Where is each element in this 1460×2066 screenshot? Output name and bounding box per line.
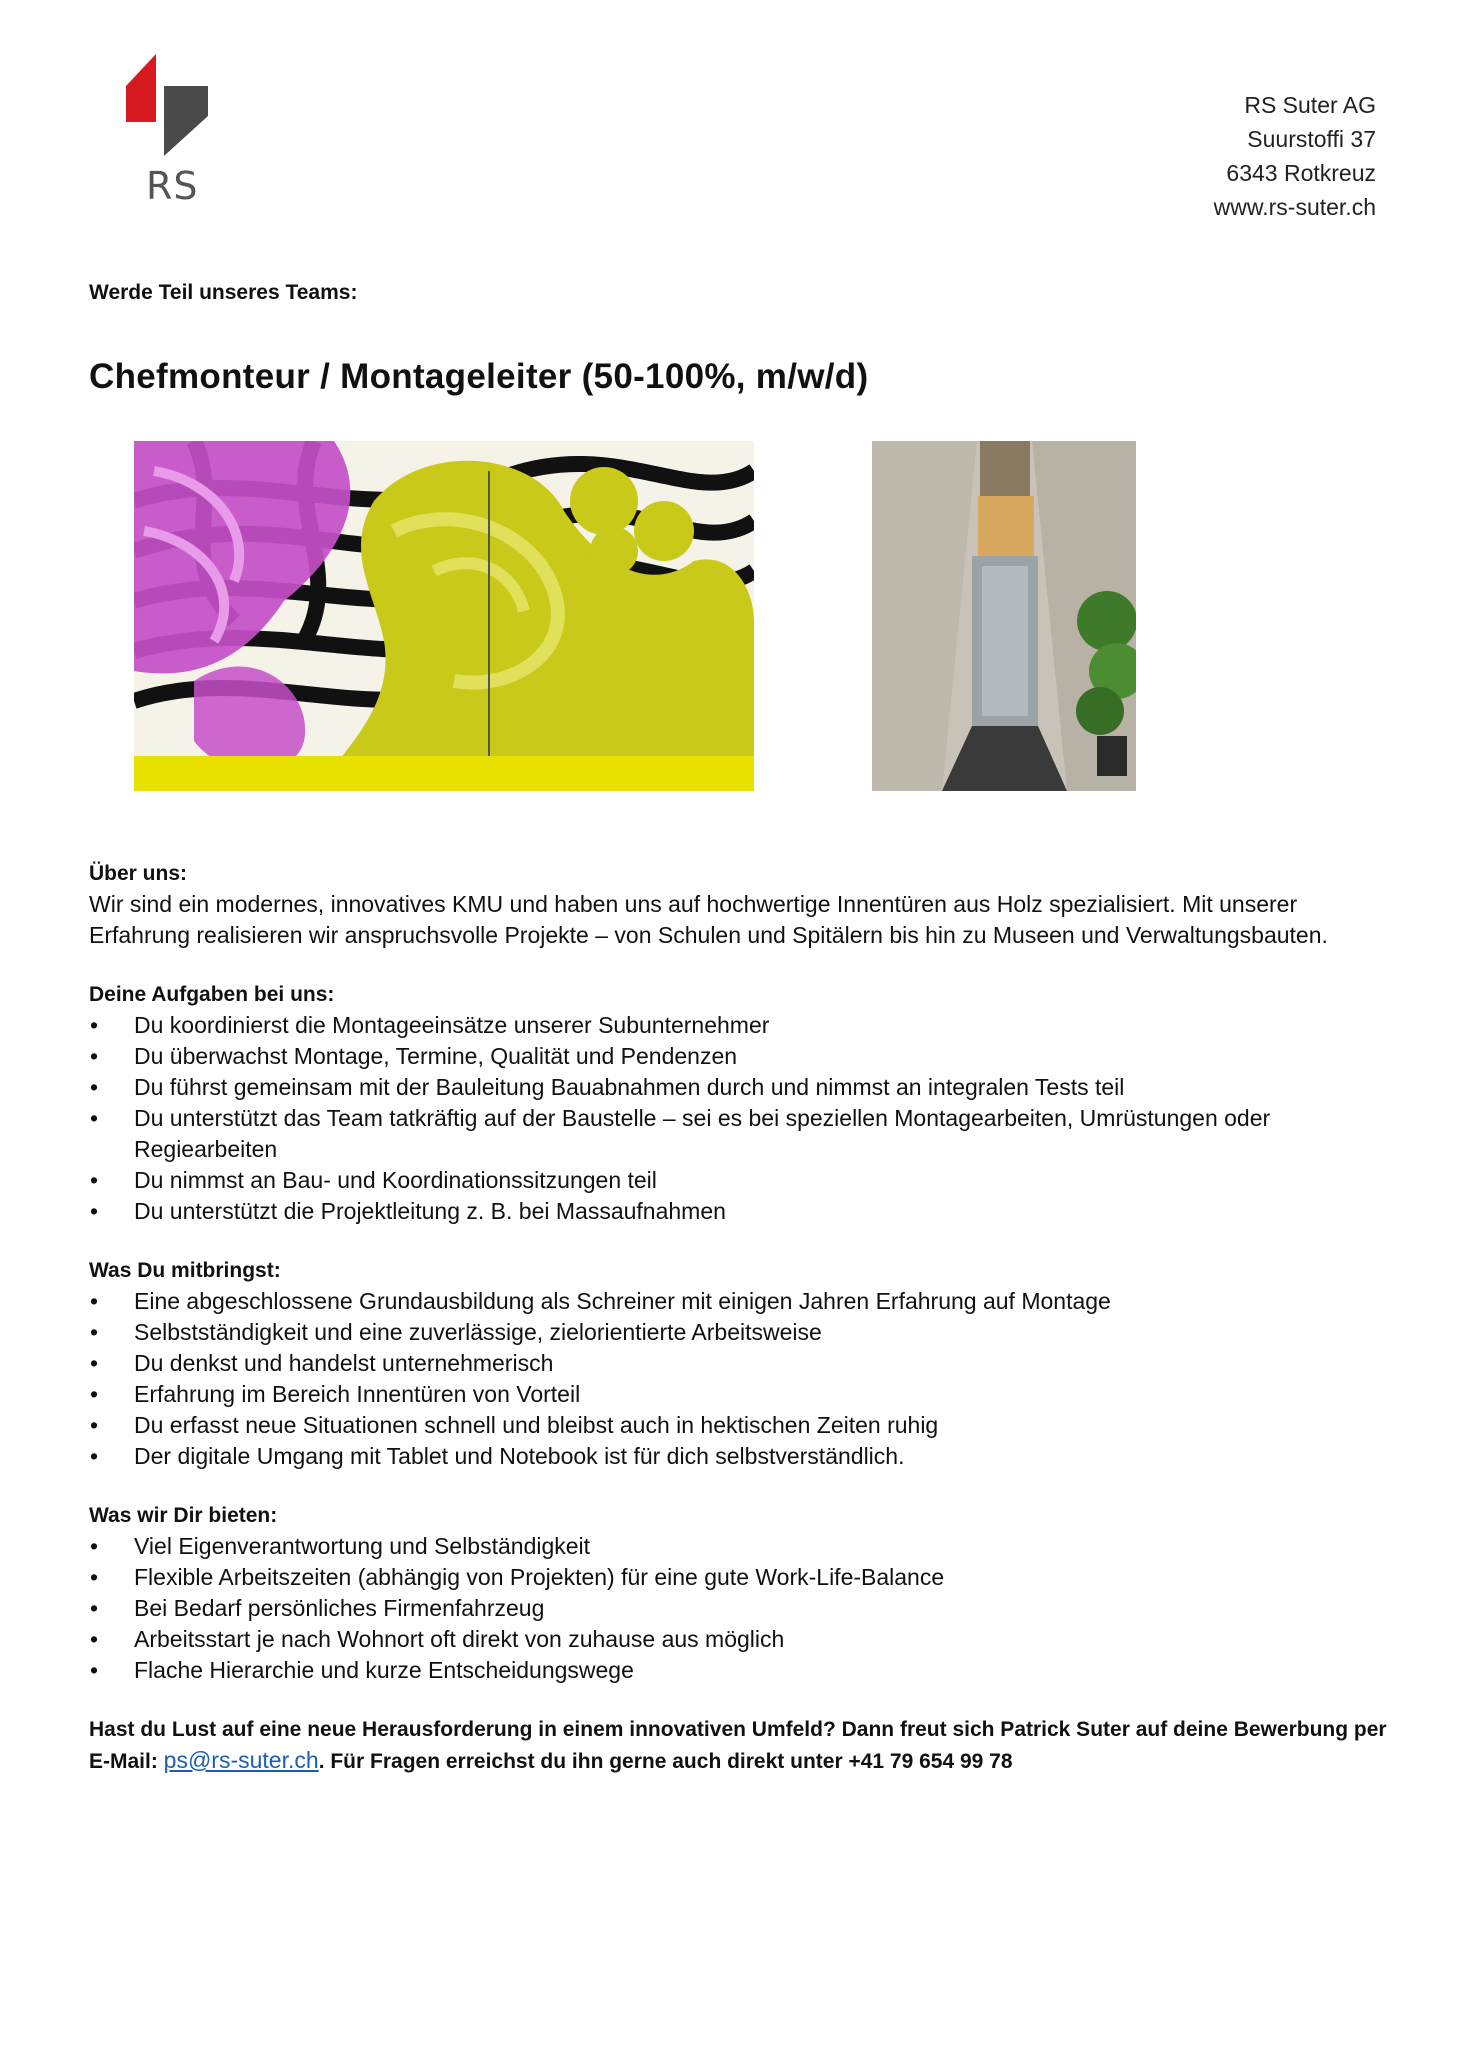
bullet-icon: • — [90, 1350, 99, 1376]
list-item-text: Selbstständigkeit und eine zuverlässige, zielorientierte Arbeitsweise — [134, 1319, 822, 1345]
bullet-icon: • — [90, 1288, 99, 1314]
closing-part2: . Für Fragen erreichst du ihn gerne auch direkt unter +41 79 654 99 78 — [318, 1750, 1013, 1773]
list-item-text: Arbeitsstart je nach Wohnort oft direkt von zuhause aus möglich — [134, 1626, 785, 1652]
address-website: www.rs-suter.ch — [1213, 194, 1376, 220]
list-item-text: Du überwachst Montage, Termine, Qualität und Pendenzen — [134, 1043, 738, 1069]
closing-text — [89, 1714, 1389, 1777]
bullet-icon: • — [90, 1412, 99, 1438]
list-item — [89, 1286, 1389, 1317]
main-content — [89, 858, 1389, 1777]
company-address — [1214, 88, 1376, 224]
bullet-icon: • — [90, 1012, 99, 1038]
corridor-door-photo — [872, 441, 1136, 791]
logo-text: RS — [146, 164, 199, 208]
bullet-icon: • — [90, 1381, 99, 1407]
offer-heading: Was wir Dir bieten: — [89, 1504, 278, 1527]
about-text: Wir sind ein modernes, innovatives KMU und haben uns auf hochwertige Innentüren aus Holz spezialisiert. Mit unserer Erfahrung realisieren wir anspruchsvolle Projekte – von Schulen und Spitälern bis hin zu Museen und Verwaltungsbauten. — [89, 891, 1328, 948]
requirements-list — [89, 1286, 1389, 1472]
tasks-section — [89, 979, 1389, 1227]
list-item-text: Du nimmst an Bau- und Koordinationssitzungen teil — [134, 1167, 657, 1193]
bullet-icon: • — [90, 1626, 99, 1652]
list-item — [89, 1441, 1389, 1472]
bullet-icon: • — [90, 1533, 99, 1559]
mural-door-photo — [134, 441, 754, 791]
list-item-text: Bei Bedarf persönliches Firmenfahrzeug — [134, 1595, 545, 1621]
list-item — [89, 1103, 1389, 1165]
list-item — [89, 1348, 1389, 1379]
bullet-icon: • — [90, 1043, 99, 1069]
offer-list — [89, 1531, 1389, 1686]
closing-part1: Hast du Lust auf eine neue Herausforderung in einem innovativen Umfeld? Dann freut sich Patrick Suter auf deine Bewerbung per E-Mail: — [89, 1718, 1387, 1773]
bullet-icon: • — [90, 1105, 99, 1131]
list-item-text: Du führst gemeinsam mit der Bauleitung Bauabnahmen durch und nimmst an integralen Tests teil — [134, 1074, 1125, 1100]
list-item — [89, 1655, 1389, 1686]
list-item-text: Erfahrung im Bereich Innentüren von Vorteil — [134, 1381, 581, 1407]
bullet-icon: • — [90, 1167, 99, 1193]
requirements-heading: Was Du mitbringst: — [89, 1259, 281, 1282]
list-item — [89, 1379, 1389, 1410]
requirements-section — [89, 1255, 1389, 1472]
list-item — [89, 1072, 1389, 1103]
list-item — [89, 1562, 1389, 1593]
address-city: 6343 Rotkreuz — [1226, 160, 1376, 186]
bullet-icon: • — [90, 1657, 99, 1683]
address-street: Suurstoffi 37 — [1247, 126, 1376, 152]
list-item — [89, 1196, 1389, 1227]
bullet-icon: • — [90, 1443, 99, 1469]
bullet-icon: • — [90, 1564, 99, 1590]
list-item — [89, 1165, 1389, 1196]
list-item-text: Du koordinierst die Montageeinsätze unserer Subunternehmer — [134, 1012, 770, 1038]
list-item-text: Eine abgeschlossene Grundausbildung als Schreiner mit einigen Jahren Erfahrung auf Montage — [134, 1288, 1111, 1314]
address-company-name: RS Suter AG — [1244, 92, 1376, 118]
about-section — [89, 858, 1389, 951]
list-item-text: Flache Hierarchie und kurze Entscheidungswege — [134, 1657, 634, 1683]
list-item-text: Du erfasst neue Situationen schnell und bleibst auch in hektischen Zeiten ruhig — [134, 1412, 939, 1438]
page-title: Chefmonteur / Montageleiter (50-100%, m/w/d) — [89, 357, 869, 396]
list-item-text: Viel Eigenverantwortung und Selbständigkeit — [134, 1533, 591, 1559]
bullet-icon: • — [90, 1074, 99, 1100]
tasks-list — [89, 1010, 1389, 1227]
logo-mark-icon — [126, 52, 216, 167]
about-heading: Über uns: — [89, 862, 188, 885]
list-item — [89, 1317, 1389, 1348]
list-item-text: Du denkst und handelst unternehmerisch — [134, 1350, 554, 1376]
list-item — [89, 1593, 1389, 1624]
tasks-heading: Deine Aufgaben bei uns: — [89, 983, 335, 1006]
company-logo — [126, 52, 216, 212]
list-item-text: Du unterstützt die Projektleitung z. B. bei Massaufnahmen — [134, 1198, 726, 1224]
list-item — [89, 1624, 1389, 1655]
bullet-icon: • — [90, 1198, 99, 1224]
intro-text: Werde Teil unseres Teams: — [89, 281, 358, 304]
email-link[interactable]: ps@rs-suter.ch — [163, 1747, 319, 1773]
list-item-text: Flexible Arbeitszeiten (abhängig von Projekten) für eine gute Work-Life-Balance — [134, 1564, 945, 1590]
list-item-text: Der digitale Umgang mit Tablet und Notebook ist für dich selbstverständlich. — [134, 1443, 905, 1469]
list-item — [89, 1410, 1389, 1441]
bullet-icon: • — [90, 1595, 99, 1621]
list-item — [89, 1041, 1389, 1072]
list-item-text: Du unterstützt das Team tatkräftig auf der Baustelle – sei es bei speziellen Montagearbeiten, Umrüstungen oder Regiearbeiten — [134, 1105, 1271, 1162]
list-item — [89, 1531, 1389, 1562]
offer-section — [89, 1500, 1389, 1686]
bullet-icon: • — [90, 1319, 99, 1345]
list-item — [89, 1010, 1389, 1041]
